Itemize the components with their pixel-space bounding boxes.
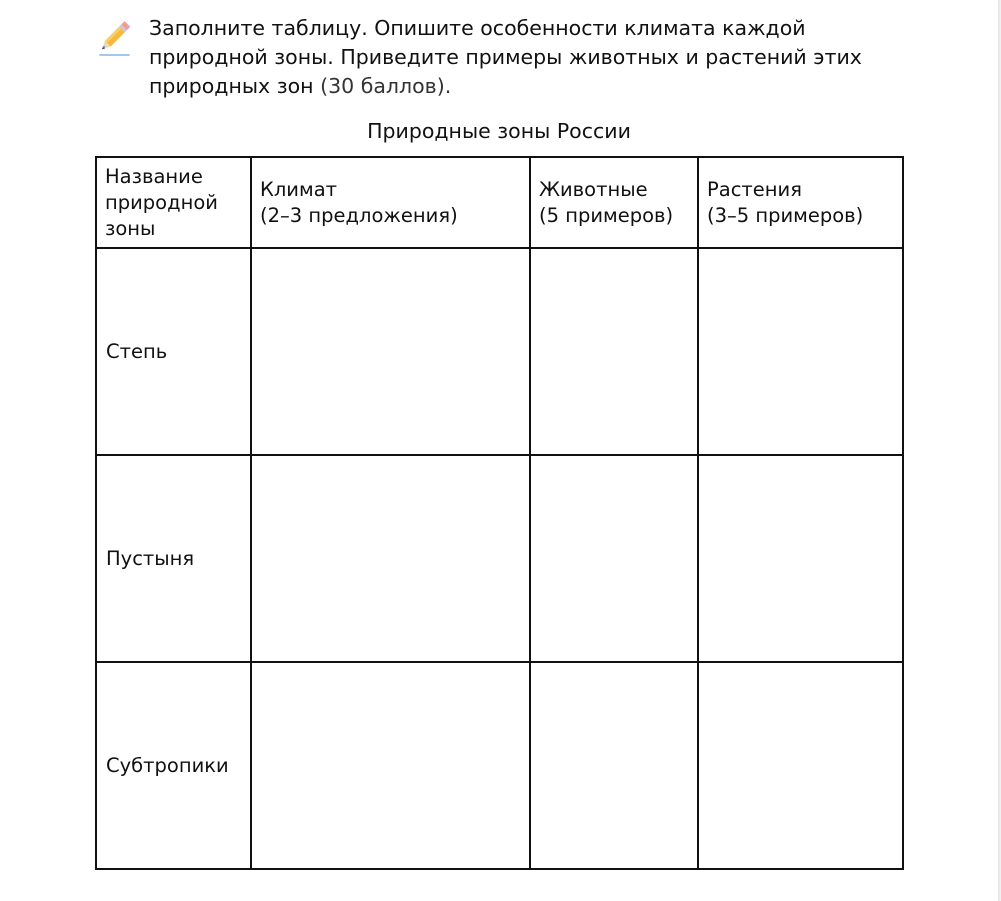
header-row [96, 157, 903, 248]
table-caption: Природные зоны России [367, 119, 631, 143]
task-instructions [149, 14, 919, 101]
animals-answer-cell[interactable] [530, 248, 698, 455]
header-animals [530, 157, 698, 248]
zone-name-cell: Субтропики [96, 662, 251, 869]
plants-answer-cell[interactable] [698, 455, 903, 662]
header-plants-note: (3–5 примеров) [707, 203, 864, 227]
header-plants-title: Растения [707, 177, 802, 201]
plants-answer-cell[interactable] [698, 248, 903, 455]
task-text: Заполните таблицу. Опишите особенности климата каждой природной зоны. Приведите примеры животных и растений этих природных зон [149, 16, 862, 98]
header-plants [698, 157, 903, 248]
animals-answer-cell[interactable] [530, 455, 698, 662]
table-row [96, 662, 903, 869]
natural-zones-table [95, 156, 904, 870]
header-climate-title: Климат [260, 177, 338, 201]
climate-answer-cell[interactable] [251, 455, 530, 662]
task-points: (30 баллов). [320, 74, 452, 98]
table-row [96, 455, 903, 662]
animals-answer-cell[interactable] [530, 662, 698, 869]
table-row [96, 248, 903, 455]
pencil-icon [96, 18, 132, 58]
climate-answer-cell[interactable] [251, 248, 530, 455]
header-zone-name: Название природной зоны [96, 157, 251, 248]
climate-answer-cell[interactable] [251, 662, 530, 869]
plants-answer-cell[interactable] [698, 662, 903, 869]
zone-name-cell: Пустыня [96, 455, 251, 662]
header-climate [251, 157, 530, 248]
header-animals-title: Животные [539, 177, 648, 201]
header-climate-note: (2–3 предложения) [260, 203, 458, 227]
zone-name-cell: Степь [96, 248, 251, 455]
header-animals-note: (5 примеров) [539, 203, 674, 227]
